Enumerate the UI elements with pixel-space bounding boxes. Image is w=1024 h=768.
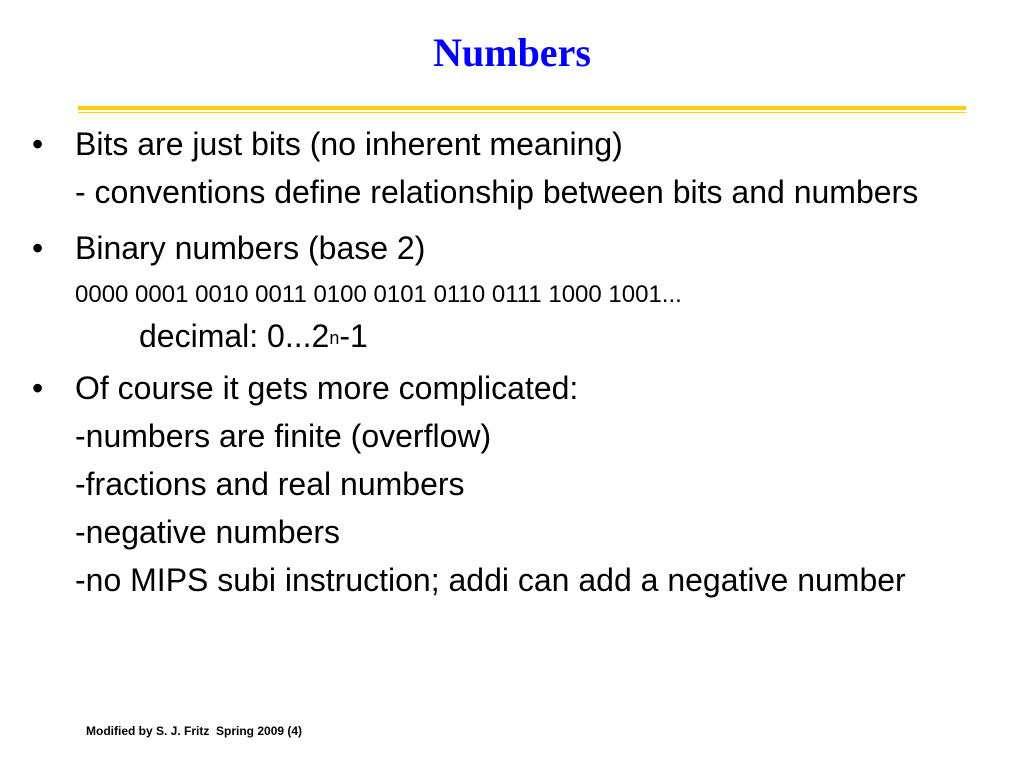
- bullet-subline: -fractions and real numbers: [75, 466, 465, 502]
- bullet-item: [30, 224, 990, 356]
- decimal-suffix: -1: [339, 318, 368, 354]
- bullet-icon: •: [32, 126, 44, 162]
- bullet-text: Of course it gets more complicated:: [75, 370, 579, 406]
- title-divider-thin: [78, 112, 966, 113]
- decimal-exponent: n: [329, 328, 340, 348]
- bullet-subtext: - conventions define relationship between bits and numbers: [75, 174, 919, 210]
- bullet-subline: -no MIPS subi instruction; addi can add a negative number: [75, 562, 906, 598]
- bullet-text: Binary numbers (base 2): [75, 230, 426, 266]
- decimal-range: [75, 316, 990, 356]
- bullet-item: [30, 364, 990, 604]
- bullet-icon: •: [32, 230, 44, 266]
- bullet-text: Bits are just bits (no inherent meaning): [75, 126, 623, 162]
- title-divider: [78, 106, 966, 110]
- bullet-item: [30, 120, 990, 216]
- decimal-prefix: decimal: 0...2: [139, 318, 330, 354]
- bullet-subline: -negative numbers: [75, 514, 341, 550]
- slide-footer: Modified by S. J. Fritz Spring 2009 (4): [86, 724, 303, 738]
- bullet-icon: •: [32, 370, 44, 406]
- slide-content: [30, 120, 990, 612]
- binary-sequence: 0000 0001 0010 0011 0100 0101 0110 0111 1000 1001...: [75, 281, 682, 308]
- slide-title: Numbers: [433, 30, 591, 75]
- bullet-subline: -numbers are finite (overflow): [75, 418, 492, 454]
